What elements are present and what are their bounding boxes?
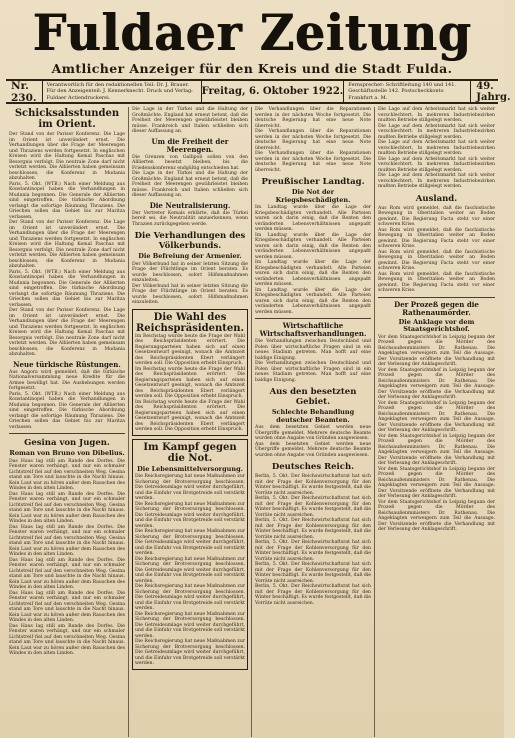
serial-text: Das Haus lag still am Rande des Dorfes. Die Fenster waren verhängt, und nur ein schmaler Lichtstreif fiel auf den verschneiten Weg. Gesina stand am Tore und lauschte in die Nacht hinaus. Kein Laut war zu hören außer dem Rauschen des Windes in den alten Linden. [9, 557, 125, 590]
article-text: Die Verhandlungen über die Reparationen werden in der nächsten Woche fortgesetzt. Die deutsche Regierung hat eine neue Note überreicht. [255, 151, 371, 173]
article-text: Aus Rom wird gemeldet, daß die faschistische Bewegung in Oberitalien weiter an Boden gewinnt. Die Regierung Facta steht vor einer schweren Krise. [378, 249, 495, 271]
article-text: Berlin, 5. Okt. Der Reichswirtschaftsrat hat sich mit der Frage der Kohlenversorgung für den Winter beschäftigt. Es wurde festgestellt, daß die Vorräte nicht ausreichen. [255, 474, 371, 496]
article-text: Der Stand von der Pariser Konferenz. Die Lage im Orient ist unverändert ernst. Die Verhandlungen über die Frage der Meerengen und Thraziens werden fortgesetzt. In englischen Kreisen wird die Haltung Kemal Paschas mit Besorgnis verfolgt. Die neutrale Zone darf nicht verletzt werden. Die Alliierten haben gemeinsam beschlossen, die Konferenz in Mudania abzuhalten. [9, 132, 125, 181]
article-text: Die Lage auf dem Arbeitsmarkt hat sich weiter verschlechtert. In mehreren Industriebezirken mußten Betriebe stillgelegt werden. [378, 173, 495, 189]
issue-year: 49. Jahrg. [470, 81, 515, 102]
headline: Die Verhandlungen des Völkerbunds. [134, 231, 246, 251]
issue-number: Nr. 230. [6, 81, 43, 102]
article-text: Vor dem Staatsgerichtshof in Leipzig begann der Prozeß gegen die Mörder des Reichsaußenministers Dr. Rathenau. Die Angeklagten verweigern zum Teil die Aussage. Der Vorsitzende eröffnete die Verhandlung mit der Verlesung der Anklageschrift. [378, 499, 495, 532]
article-text: Die Reichsregierung hat neue Maßnahmen zur Sicherung der Brotversorgung beschlossen. Die Getreideumlage wird weiter durchgeführt, und die Einfuhr von Brotgetreide soll verstärkt werden. [135, 529, 245, 556]
article-text: Aus Rom wird gemeldet, daß die faschistische Bewegung in Oberitalien weiter an Boden gewinnt. Die Regierung Facta steht vor einer schweren Krise. [378, 227, 495, 249]
article-text: Im Reichstag wurde heute die Frage der Wahl des Reichspräsidenten erörtert. Die Regierungsparteien haben sich auf einen Gesetzentwurf geeinigt, wonach die Amtszeit des Reichspräsidenten Ebert verlängert werden soll. Die Opposition erhebt Einspruch. [135, 333, 245, 366]
article-text: Der Stand von der Pariser Konferenz. Die Lage im Orient ist unverändert ernst. Die Verhandlungen über die Frage der Meerengen und Thraziens werden fortgesetzt. In englischen Kreisen wird die Haltung Kemal Paschas mit Besorgnis verfolgt. Die neutrale Zone darf nicht verletzt werden. Die Alliierten haben gemeinsam beschlossen, die Konferenz in Mudania abzuhalten. [9, 308, 125, 357]
serial-text: Das Haus lag still am Rande des Dorfes. Die Fenster waren verhängt, und nur ein schmaler Lichtstreif fiel auf den verschneiten Weg. Gesina stand am Tore und lauschte in die Nacht hinaus. Kein Laut war zu hören außer dem Rauschen des Windes in den alten Linden. [9, 623, 125, 656]
article-text: Aus dem besetzten Gebiet werden neue Übergriffe gemeldet. Mehrere deutsche Beamte wurden ohne Angabe von Gründen ausgewiesen. [255, 425, 371, 441]
article-text: Aus Rom wird gemeldet, daß die faschistische Bewegung in Oberitalien weiter an Boden gewinnt. Die Regierung Facta steht vor einer schweren Krise. [378, 205, 495, 227]
article-text: Aus Angora wird gemeldet, daß die türkische Nationalversammlung neue Kredite für die Armee bewilligt hat. Die Aushebungen werden fortgesetzt. [9, 369, 125, 391]
article-text: Im Landtag wurde über die Lage der Kriegsbeschädigten verhandelt. Alle Parteien waren sich darin einig, daß die Renten den veränderten Lebensverhältnissen angepaßt werden müssen. [255, 232, 371, 260]
article-text: Der Stand von der Pariser Konferenz. Die Lage im Orient ist unverändert ernst. Die Verhandlungen über die Frage der Meerengen und Thraziens werden fortgesetzt. In englischen Kreisen wird die Haltung Kemal Paschas mit Besorgnis verfolgt. Die neutrale Zone darf nicht verletzt werden. Die Alliierten haben gemeinsam beschlossen, die Konferenz in Mudania abzuhalten. [9, 220, 125, 269]
article-text: Der Völkerbund hat in seiner letzten Sitzung die Frage der Flüchtlinge im Orient beraten. Es wurde beschlossen, sofort Hilfsmaßnahmen einzuleiten. [132, 283, 248, 305]
article-text: Vor dem Staatsgerichtshof in Leipzig begann der Prozeß gegen die Mörder des Reichsaußenministers Dr. Rathenau. Die Angeklagten verweigern zum Teil die Aussage. Der Vorsitzende eröffnete die Verhandlung mit der Verlesung der Anklageschrift. [378, 433, 495, 466]
article-text: Die Lage auf dem Arbeitsmarkt hat sich weiter verschlechtert. In mehreren Industriebezirken mußten Betriebe stillgelegt werden. [378, 140, 495, 156]
article-text: Die Reichsregierung hat neue Maßnahmen zur Sicherung der Brotversorgung beschlossen. Die Getreideumlage wird weiter durchgeführt, und die Einfuhr von Brotgetreide soll verstärkt werden. [135, 556, 245, 584]
article-text: Der Vertreter Kemals erklärte, daß die Türkei bereit sei, die Neutralität anzuerkennen, wenn Thrazien zurückgegeben werde. [132, 210, 248, 227]
article-text: Paris, 5. Okt. (WTB.) Nach einer Meldung aus Konstantinopel haben die Verhandlungen in Mudania begonnen. Die Generale der Alliierten sind eingetroffen. Die türkische Abordnung verlangt die sofortige Räumung Thraziens. Die Griechen sollen das Gebiet bis zur Maritza verlassen. [9, 391, 125, 430]
serial-text: Das Haus lag still am Rande des Dorfes. Die Fenster waren verhängt, und nur ein schmaler Lichtstreif fiel auf den verschneiten Weg. Gesina stand am Tore und lauschte in die Nacht hinaus. Kein Laut war zu hören außer dem Rauschen des Windes in den alten Linden. [9, 590, 125, 623]
article-text: Die Reichsregierung hat neue Maßnahmen zur Sicherung der Brotversorgung beschlossen. Die Getreideumlage wird weiter durchgeführt, und die Einfuhr von Brotgetreide soll verstärkt werden. [135, 474, 245, 501]
article-text: Im Landtag wurde über die Lage der Kriegsbeschädigten verhandelt. Alle Parteien waren sich darin einig, daß die Renten den veränderten Lebensverhältnissen angepaßt werden müssen. [255, 287, 371, 315]
headline: Wirtschaftliche Wirtschaftsverhandlungen. [259, 321, 367, 338]
headline: Deutsches Reich. [271, 462, 355, 472]
article-text: Vor dem Staatsgerichtshof in Leipzig begann der Prozeß gegen die Mörder des Reichsaußenministers Dr. Rathenau. Die Angeklagten verweigern zum Teil die Aussage. Der Vorsitzende eröffnete die Verhandlung mit der Verlesung der Anklageschrift. [378, 466, 495, 499]
article-text: Die Lage auf dem Arbeitsmarkt hat sich weiter verschlechtert. In mehreren Industriebezirken mußten Betriebe stillgelegt werden. [378, 156, 495, 173]
serial-title: Gesina von Jugen. [24, 438, 110, 448]
subheadline: Neue türkische Rüstungen. [13, 359, 121, 369]
issue-bar [6, 79, 511, 104]
article-text: Berlin, 5. Okt. Der Reichswirtschaftsrat hat sich mit der Frage der Kohlenversorgung für den Winter beschäftigt. Es wurde festgestellt, daß die Vorräte nicht ausreichen. [255, 540, 371, 562]
headline: Preußischer Landtag. [261, 177, 365, 187]
article-text: Die Verhandlungen über die Reparationen werden in der nächsten Woche fortgesetzt. Die deutsche Regierung hat eine neue Note überreicht. [255, 107, 371, 129]
headline: Aus den besetzten Gebiet. [269, 387, 357, 407]
box-headline: Die Wahl des Reichspräsidenten. [136, 311, 244, 334]
article-text: Im Reichstag wurde heute die Frage der Wahl des Reichspräsidenten erörtert. Die Regierungsparteien haben sich auf einen Gesetzentwurf geeinigt, wonach die Amtszeit des Reichspräsidenten Ebert verlängert werden soll. Die Opposition erhebt Einspruch. [135, 399, 245, 432]
headline: Ausland. [415, 193, 458, 204]
article-text: Berlin, 5. Okt. Der Reichswirtschaftsrat hat sich mit der Frage der Kohlenversorgung für den Winter beschäftigt. Es wurde festgestellt, daß die Vorräte nicht ausreichen. [255, 584, 371, 606]
article-text: Die Lage auf dem Arbeitsmarkt hat sich weiter verschlechtert. In mehreren Industriebezirken mußten Betriebe stillgelegt werden. [378, 123, 495, 140]
article-text: Vor dem Staatsgerichtshof in Leipzig begann der Prozeß gegen die Mörder des Reichsaußenministers Dr. Rathenau. Die Angeklagten verweigern zum Teil die Aussage. Der Vorsitzende eröffnete die Verhandlung mit der Verlesung der Anklageschrift. [378, 334, 495, 367]
column-4 [375, 107, 498, 737]
divider [9, 433, 125, 434]
article-columns [6, 107, 498, 737]
serial-text: Das Haus lag still am Rande des Dorfes. Die Fenster waren verhängt, und nur ein schmaler Lichtstreif fiel auf den verschneiten Weg. Gesina stand am Tore und lauschte in die Nacht hinaus. Kein Laut war zu hören außer dem Rauschen des Windes in den alten Linden. [9, 491, 125, 524]
column-1 [6, 107, 129, 737]
article-text: Die Verhandlungen zwischen Deutschland und Polen über wirtschaftliche Fragen sind in ein neues Stadium getreten. Man hofft auf eine baldige Einigung. [255, 361, 371, 383]
masthead [6, 4, 498, 62]
headline: Schicksalsstunden im Orient. [14, 108, 120, 130]
subheadline: Die Lebensmittelversorgung. [137, 464, 243, 473]
box-headline: Im Kampf gegen die Not. [143, 441, 237, 464]
boxed-article [132, 439, 248, 670]
issue-right-info: Fernsprecher: Schriftleitung 140 und 141. Geschäftsstelle 142. Postscheckkonto Frankfurt a. M. [343, 81, 470, 102]
serial-text: Das Haus lag still am Rande des Dorfes. Die Fenster waren verhängt, und nur ein schmaler Lichtstreif fiel auf den verschneiten Weg. Gesina stand am Tore und lauschte in die Nacht hinaus. Kein Laut war zu hören außer dem Rauschen des Windes in den alten Linden. [9, 458, 125, 491]
article-text: Berlin, 5. Okt. Der Reichswirtschaftsrat hat sich mit der Frage der Kohlenversorgung für den Winter beschäftigt. Es wurde festgestellt, daß die Vorräte nicht ausreichen. [255, 518, 371, 540]
article-text: Die Verhandlungen zwischen Deutschland und Polen über wirtschaftliche Fragen sind in ein neues Stadium getreten. Man hofft auf eine baldige Einigung. [255, 339, 371, 361]
article-text: Der Völkerbund hat in seiner letzten Sitzung die Frage der Flüchtlinge im Orient beraten. Es wurde beschlossen, sofort Hilfsmaßnahmen einzuleiten. [132, 261, 248, 283]
divider [378, 297, 495, 298]
article-text: Die Lage auf dem Arbeitsmarkt hat sich weiter verschlechtert. In mehreren Industriebezirken mußten Betriebe stillgelegt werden. [378, 107, 495, 123]
subheadline: Die Neutralisierung. [149, 200, 231, 210]
article-text: Berlin, 5. Okt. Der Reichswirtschaftsrat hat sich mit der Frage der Kohlenversorgung für den Winter beschäftigt. Es wurde festgestellt, daß die Vorräte nicht ausreichen. [255, 562, 371, 584]
article-text: Im Landtag wurde über die Lage der Kriegsbeschädigten verhandelt. Alle Parteien waren sich darin einig, daß die Renten den veränderten Lebensverhältnissen angepaßt werden müssen. [255, 260, 371, 287]
article-text: Die Reichsregierung hat neue Maßnahmen zur Sicherung der Brotversorgung beschlossen. Die Getreideumlage wird weiter durchgeführt, und die Einfuhr von Brotgetreide soll verstärkt werden. [135, 501, 245, 529]
article-text: Die Reichsregierung hat neue Maßnahmen zur Sicherung der Brotversorgung beschlossen. Die Getreideumlage wird weiter durchgeführt, und die Einfuhr von Brotgetreide soll verstärkt werden. [135, 611, 245, 639]
article-text: Vor dem Staatsgerichtshof in Leipzig begann der Prozeß gegen die Mörder des Reichsaußenministers Dr. Rathenau. Die Angeklagten verweigern zum Teil die Aussage. Der Vorsitzende eröffnete die Verhandlung mit der Verlesung der Anklageschrift. [378, 400, 495, 433]
masthead-title: Fuldaer Zeitung [32, 4, 472, 62]
subheadline: Schlechte Behandlung deutscher Beamten. [271, 408, 355, 424]
article-text: Vor dem Staatsgerichtshof in Leipzig begann der Prozeß gegen die Mörder des Reichsaußenministers Dr. Rathenau. Die Angeklagten verweigern zum Teil die Aussage. Der Vorsitzende eröffnete die Verhandlung mit der Verlesung der Anklageschrift. [378, 367, 495, 400]
article-text: Im Landtag wurde über die Lage der Kriegsbeschädigten verhandelt. Alle Parteien waren sich darin einig, daß die Renten den veränderten Lebensverhältnissen angepaßt werden müssen. [255, 205, 371, 232]
article-text: Berlin, 5. Okt. Der Reichswirtschaftsrat hat sich mit der Frage der Kohlenversorgung für den Winter beschäftigt. Es wurde festgestellt, daß die Vorräte nicht ausreichen. [255, 496, 371, 518]
article-text: Aus dem besetzten Gebiet werden neue Übergriffe gemeldet. Mehrere deutsche Beamte wurden ohne Angabe von Gründen ausgewiesen. [255, 441, 371, 458]
article-text: Die Verhandlungen über die Reparationen werden in der nächsten Woche fortgesetzt. Die deutsche Regierung hat eine neue Note überreicht. [255, 129, 371, 151]
headline: Der Prozeß gegen die Rathenaumörder. [394, 299, 479, 317]
masthead-subtitle: Amtlicher Anzeiger für den Kreis und die Stadt Fulda. [51, 61, 453, 76]
serial-text: Das Haus lag still am Rande des Dorfes. Die Fenster waren verhängt, und nur ein schmaler Lichtstreif fiel auf den verschneiten Weg. Gesina stand am Tore und lauschte in die Nacht hinaus. Kein Laut war zu hören außer dem Rauschen des Windes in den alten Linden. [9, 524, 125, 557]
subheadline: Um die Freiheit der Meerengen. [151, 136, 229, 154]
issue-date: Freitag, 6. Oktober 1922. [201, 86, 344, 97]
article-text: Aus Rom wird gemeldet, daß die faschistische Bewegung in Oberitalien weiter an Boden gewinnt. Die Regierung Facta steht vor einer schweren Krise. [378, 271, 495, 293]
boxed-article [132, 309, 248, 436]
serial-author: Roman von Bruno von Dibelius. [9, 449, 125, 457]
column-3 [252, 107, 375, 737]
article-text: Paris, 5. Okt. (WTB.) Nach einer Meldung aus Konstantinopel haben die Verhandlungen in Mudania begonnen. Die Generale der Alliierten sind eingetroffen. Die türkische Abordnung verlangt die sofortige Räumung Thraziens. Die Griechen sollen das Gebiet bis zur Maritza verlassen. [9, 269, 125, 308]
article-text: Die Reichsregierung hat neue Maßnahmen zur Sicherung der Brotversorgung beschlossen. Die Getreideumlage wird weiter durchgeführt, und die Einfuhr von Brotgetreide soll verstärkt werden. [135, 639, 245, 666]
article-text: Die Lage in der Türkei und die Haltung der Großmächte. England hat erneut betont, daß die Freiheit der Meerengen gewährleistet bleiben müsse. Frankreich und Italien schließen sich dieser Auffassung an. [132, 107, 248, 134]
subheadline: Die Befreiung der Armenier. [138, 252, 242, 260]
article-text: Paris, 5. Okt. (WTB.) Nach einer Meldung aus Konstantinopel haben die Verhandlungen in Mudania begonnen. Die Generale der Alliierten sind eingetroffen. Die türkische Abordnung verlangt die sofortige Räumung Thraziens. Die Griechen sollen das Gebiet bis zur Maritza verlassen. [9, 181, 125, 220]
subheadline: Die Anklage vor dem Staatsgerichtshof. [398, 317, 475, 333]
subheadline: Die Not der Kriegsbeschädigten. [275, 188, 351, 204]
divider [255, 318, 371, 319]
article-text: Die Reichsregierung hat neue Maßnahmen zur Sicherung der Brotversorgung beschlossen. Die Getreideumlage wird weiter durchgeführt, und die Einfuhr von Brotgetreide soll verstärkt werden. [135, 584, 245, 611]
article-text: Die Lage in der Türkei und die Haltung der Großmächte. England hat erneut betont, daß die Freiheit der Meerengen gewährleistet bleiben müsse. Frankreich und Italien schließen sich dieser Auffassung an. [132, 171, 248, 198]
issue-left-info: Verantwortlich für den redaktionellen Teil: Dr. J. Brauer. Für den Anzeigenteil: J. Kennerknecht. Druck und Verlag: Fuldaer Actiendruckerei. [43, 81, 202, 102]
article-text: Die Grenzen von Gallipoli sollen von den Alliierten besetzt bleiben, bis die Friedenskonferenz endgültig entschieden hat. [132, 154, 248, 171]
column-2 [129, 107, 252, 737]
article-text: Im Reichstag wurde heute die Frage der Wahl des Reichspräsidenten erörtert. Die Regierungsparteien haben sich auf einen Gesetzentwurf geeinigt, wonach die Amtszeit des Reichspräsidenten Ebert verlängert werden soll. Die Opposition erhebt Einspruch. [135, 366, 245, 399]
